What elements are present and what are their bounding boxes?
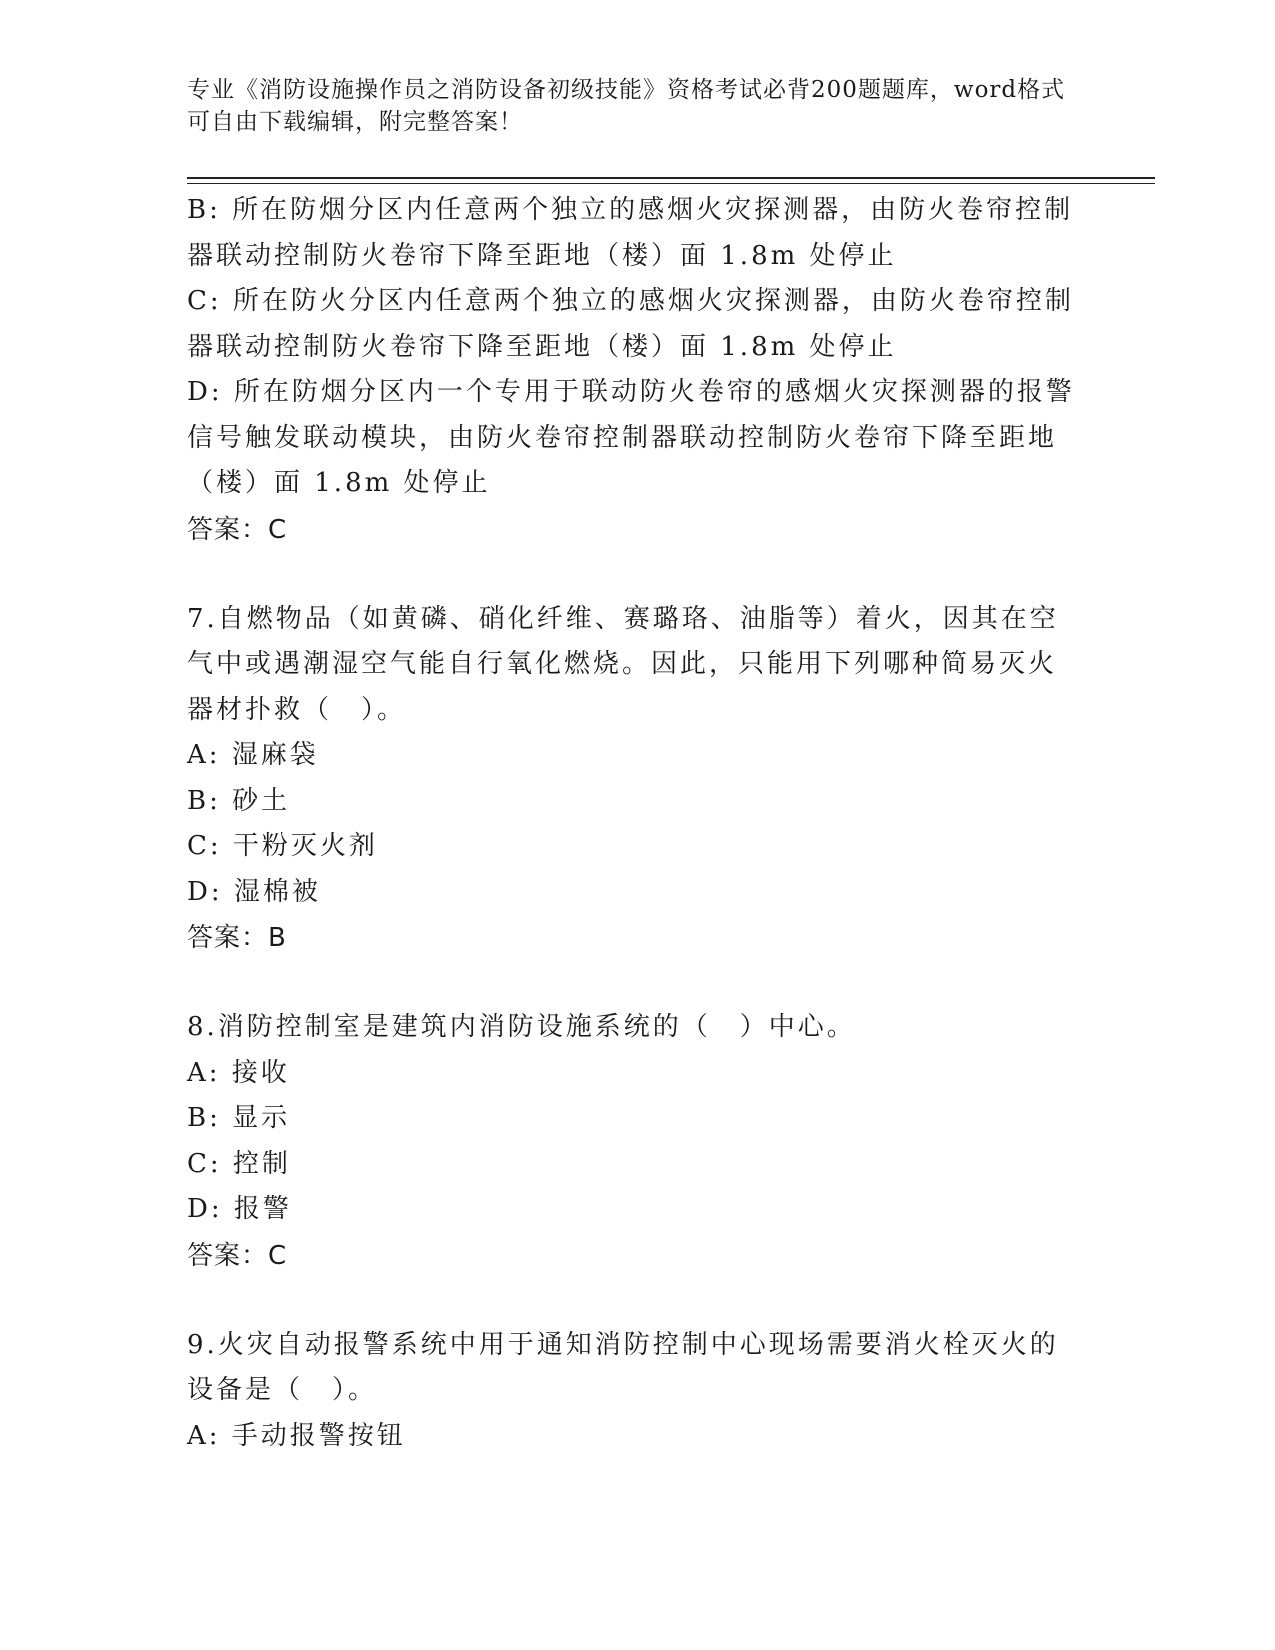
question-7: [187, 597, 1087, 962]
question-stem-continued: 设备是（ ）。: [187, 1375, 378, 1405]
option-c: C: 所在防火分区内任意两个独立的感烟火灾探测器，由防火卷帘控制: [187, 286, 1074, 316]
option-b-continued: 器联动控制防火卷帘下降至距地（楼）面 1.8m 处停止: [187, 240, 897, 271]
option-c: C: 干粉灭火剂: [187, 831, 378, 861]
spacer: [187, 553, 1087, 597]
answer: 答案：C: [187, 1240, 288, 1271]
option-c: C: 控制: [187, 1148, 291, 1179]
option-b: B: 所在防烟分区内任意两个独立的感烟火灾探测器，由防火卷帘控制: [187, 195, 1074, 225]
question-stem: 8.消防控制室是建筑内消防设施系统的（ ）中心。: [187, 1012, 856, 1042]
question-stem-continued: 器材扑救（ ）。: [187, 694, 407, 725]
question-list: [187, 188, 1087, 1459]
question-stem: 7.自燃物品（如黄磷、硝化纤维、赛璐珞、油脂等）着火，因其在空: [187, 603, 1059, 634]
option-a: A: 接收: [187, 1057, 290, 1088]
option-d-continued: （楼）面 1.8m 处停止: [187, 468, 491, 498]
answer: 答案：C: [187, 514, 288, 545]
spacer: [187, 961, 1087, 1005]
option-c-continued: 器联动控制防火卷帘下降至距地（楼）面 1.8m 处停止: [187, 331, 897, 362]
document-header: 专业《消防设施操作员之消防设备初级技能》资格考试必背200题题库，word格式可自由下载编辑，附完整答案！: [187, 77, 1066, 135]
option-d: D: 报警: [187, 1194, 292, 1224]
question-stem-continued: 气中或遇潮湿空气能自行氧化燃烧。因此，只能用下列哪种简易灭火: [187, 649, 1058, 679]
header-divider-thick: [187, 177, 1155, 179]
option-d: D: 湿棉被: [187, 876, 321, 907]
option-b: B: 砂土: [187, 785, 291, 816]
question-stem: 9.火灾自动报警系统中用于通知消防控制中心现场需要消火栓灭火的: [187, 1329, 1059, 1360]
option-a: A: 湿麻袋: [187, 740, 319, 770]
question-9: [187, 1323, 1087, 1460]
option-d: D: 所在防烟分区内一个专用于联动防火卷帘的感烟火灾探测器的报警: [187, 377, 1075, 407]
question-6-continuation: [187, 188, 1087, 553]
option-a: A: 手动报警按钮: [187, 1420, 406, 1451]
question-8: [187, 1005, 1087, 1279]
option-d-continued: 信号触发联动模块，由防火卷帘控制器联动控制防火卷帘下降至距地: [187, 422, 1058, 453]
answer: 答案：B: [187, 923, 287, 953]
spacer: [187, 1279, 1087, 1323]
header-divider-thin: [187, 183, 1155, 184]
option-b: B: 显示: [187, 1103, 291, 1133]
